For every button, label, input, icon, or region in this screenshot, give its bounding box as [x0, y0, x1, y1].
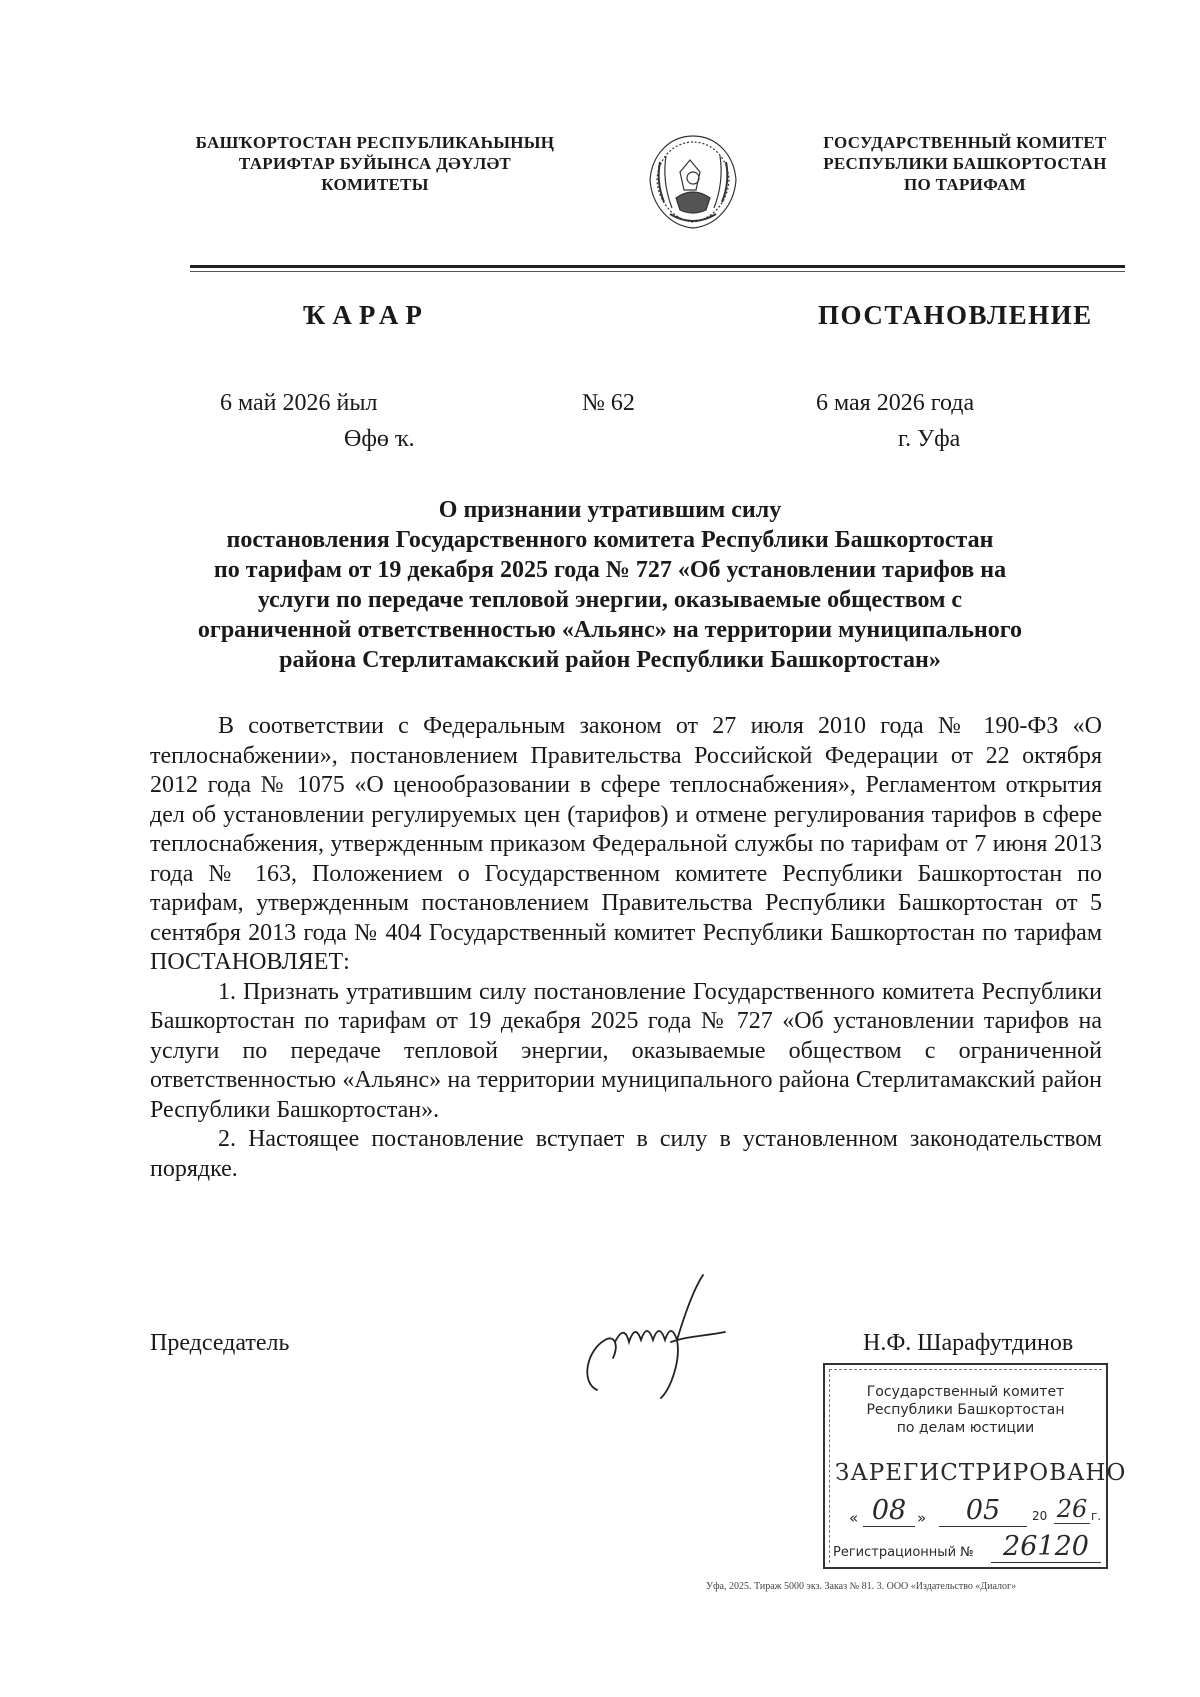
print-footer: Уфа, 2025. Тираж 5000 экз. Заказ № 81. 3. ООО «Издательство «Диалог» — [706, 1581, 1017, 1592]
stamp-year-prefix: 20 — [1032, 1509, 1048, 1523]
title-line: услуги по передаче тепловой энергии, оказываемые обществом с — [257, 587, 963, 613]
handwritten-signature — [575, 1270, 735, 1410]
title-line: по тарифам от 19 декабря 2025 года № 727 «Об установлении тарифов на — [213, 557, 1007, 583]
city-russian: г. Уфа — [898, 426, 961, 452]
stamp-org-line: Государственный комитет — [866, 1384, 1065, 1400]
letterhead-line: ПО ТАРИФАМ — [904, 175, 1026, 194]
stamp-reg-label: Регистрационный № — [833, 1545, 974, 1560]
letterhead-line: БАШҠОРТОСТАН РЕСПУБЛИКАҺЫНЫҢ — [195, 133, 555, 152]
coat-of-arms-icon — [640, 132, 746, 232]
doc-type-russian: ПОСТАНОВЛЕНИЕ — [818, 300, 1093, 330]
city-bashkir: Өфө ҡ. — [344, 426, 415, 452]
letterhead-bashkir — [165, 132, 585, 195]
letterhead-russian — [800, 132, 1130, 195]
stamp-quote-close: » — [917, 1509, 927, 1527]
stamp-month: 05 — [939, 1495, 1027, 1527]
signatory-name: Н.Ф. Шарафутдинов — [863, 1330, 1074, 1356]
stamp-day: 08 — [863, 1495, 915, 1527]
body-paragraph: В соответствии с Федеральным законом от 27 июля 2010 года № 190-ФЗ «О теплоснабжении», постановлением Правительства Российской Федерации от 22 октября 2012 года № 1075 «О ценообразовании в сфере теплоснабжения», Регламентом открытия дел об установлении регулируемых цен (тарифов) и отмене регулирования тарифов в сфере теплоснабжения, утвержденным приказом Федеральной службы по тарифам от 7 июня 2013 года № 163, Положением о Государственном комитете Республики Башкортостан по тарифам, утвержденным постановлением Правительства Республики Башкортостан от 5 сентября 2013 года № 404 Государственный комитет Республики Башкортостан по тарифам ПОСТАНОВЛЯЕТ: — [150, 713, 1102, 975]
stamp-org-line: по делам юстиции — [896, 1420, 1035, 1436]
signatory-position: Председатель — [150, 1330, 290, 1356]
title-line: О признании утратившим силу — [438, 497, 782, 523]
letterhead-line: РЕСПУБЛИКИ БАШКОРТОСТАН — [823, 154, 1107, 173]
title-line: района Стерлитамакский район Республики Башкортостан» — [279, 647, 941, 673]
date-bashkir: 6 май 2026 йыл — [220, 390, 378, 416]
stamp-date — [849, 1495, 1102, 1529]
doc-type-bashkir: ҠАРАР — [303, 300, 429, 330]
stamp-organization — [825, 1383, 1106, 1437]
document-title — [150, 495, 1070, 675]
registration-stamp — [823, 1363, 1127, 1569]
letterhead-line: КОМИТЕТЫ — [321, 175, 429, 194]
date-russian: 6 мая 2026 года — [816, 390, 975, 416]
stamp-year-mark: г. — [1091, 1509, 1102, 1523]
header-divider-thin — [190, 271, 1125, 272]
title-line: ограниченной ответственностью «Альянс» на территории муниципального — [197, 617, 1023, 643]
stamp-year: 26 — [1054, 1495, 1090, 1524]
body-paragraph: 2. Настоящее постановление вступает в силу в установленном законодательством порядке. — [150, 1126, 1102, 1182]
document-body — [150, 712, 1102, 1184]
stamp-org-line: Республики Башкортостан — [866, 1402, 1065, 1418]
stamp-quote-open: « — [849, 1509, 859, 1527]
title-line: постановления Государственного комитета Республики Башкортостан — [226, 527, 994, 553]
header-divider — [190, 265, 1125, 268]
stamp-registration — [833, 1531, 1103, 1565]
stamp-reg-number: 26120 — [991, 1531, 1101, 1563]
letterhead-line: ГОСУДАРСТВЕННЫЙ КОМИТЕТ — [823, 133, 1107, 152]
stamp-status: ЗАРЕГИСТРИРОВАНО — [835, 1460, 1127, 1486]
letterhead-line: ТАРИФТАР БУЙЫНСА ДӘҮЛӘТ — [238, 154, 512, 173]
document-number: № 62 — [582, 390, 635, 416]
body-paragraph: 1. Признать утратившим силу постановление Государственного комитета Республики Башкортостан по тарифам от 19 декабря 2025 года № 727 «Об установлении тарифов на услуги по передаче тепловой энергии, оказываемые обществом с ограниченной ответственностью «Альянс» на территории муниципального района Стерлитамакский район Республики Башкортостан». — [150, 978, 1102, 1123]
